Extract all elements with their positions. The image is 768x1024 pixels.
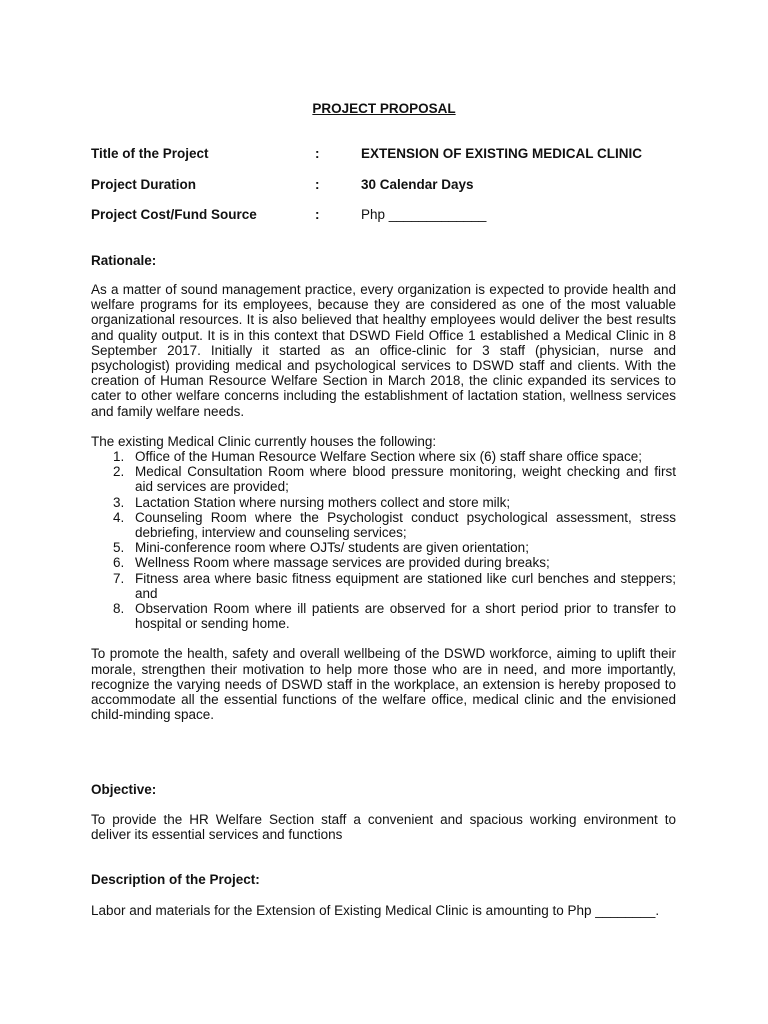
list-item <box>91 555 676 570</box>
list-item <box>91 540 676 555</box>
description-heading: Description of the Project: <box>91 872 260 887</box>
info-row-duration <box>91 177 691 208</box>
info-value: EXTENSION OF EXISTING MEDICAL CLINIC <box>361 146 643 161</box>
info-colon: : <box>315 176 320 192</box>
list-number: 4. <box>113 509 125 525</box>
list-number: 5. <box>113 540 125 556</box>
list-item-text: Mini-conference room where OJTs/ students are given orientation; <box>135 540 529 556</box>
description-section <box>91 903 676 918</box>
list-item <box>91 449 676 464</box>
list-item <box>91 571 676 601</box>
list-number: 7. <box>113 570 125 586</box>
list-item-text: Lactation Station where nursing mothers collect and store milk; <box>135 494 511 510</box>
info-label: Project Duration <box>91 176 197 192</box>
facility-list <box>91 449 676 631</box>
info-label: Title of the Project <box>91 146 209 161</box>
info-colon: : <box>315 207 320 222</box>
info-colon: : <box>315 146 320 161</box>
list-item-text: Counseling Room where the Psychologist conduct psychological assessment, stress debriefing, interview and counseling services; <box>135 509 676 541</box>
list-number: 3. <box>113 494 125 510</box>
info-row-cost <box>91 207 691 238</box>
rationale-heading: Rationale: <box>91 253 157 268</box>
list-item-text: Wellness Room where massage services are provided during breaks; <box>135 555 550 571</box>
list-item-text: Fitness area where basic fitness equipment are stationed like curl benches and steppers; and <box>135 570 676 601</box>
list-item-text: Office of the Human Resource Welfare Section where six (6) staff share office space; <box>135 449 642 465</box>
list-item-text: Observation Room where ill patients are observed for a short period prior to transfer to hospital or sending home. <box>135 601 676 632</box>
rationale-section <box>91 282 676 722</box>
list-item <box>91 510 676 540</box>
rationale-paragraph: As a matter of sound management practice, every organization is expected to provide health and welfare programs for its employees, because they are considered as one of the most valuable organizational resources. It is also believed that healthy employees would deliver the best results and quality output. It is in this context that DSWD Field Office 1 established a Medical Clinic in 8 September 2017. Initially it started as an office-clinic for 3 staff (physician, nurse and psychologist) providing medical and psychological services to DSWD staff and clients. With the creation of Human Resource Welfare Section in March 2018, the clinic expanded its services to cater to other welfare concerns including the establishment of lactation station, wellness services and family welfare needs. <box>91 282 676 419</box>
info-label: Project Cost/Fund Source <box>91 207 257 222</box>
info-value: 30 Calendar Days <box>361 176 474 192</box>
rationale-closing-paragraph: To promote the health, safety and overall wellbeing of the DSWD workforce, aiming to uplift their morale, strengthen their motivation to help more those who are in need, and more importantly, recognize the varying needs of DSWD staff in the workplace, an extension is hereby proposed to accommodate all the essential functions of the welfare office, medical clinic and the envisioned child-minding space. <box>91 646 676 723</box>
list-item-text: Medical Consultation Room where blood pressure monitoring, weight checking and first aid services are provided; <box>135 464 676 495</box>
description-text: Labor and materials for the Extension of Existing Medical Clinic is amounting to Php ________. <box>91 903 660 918</box>
list-number: 6. <box>113 555 125 571</box>
list-number: 1. <box>113 449 125 465</box>
info-value: Php _____________ <box>361 207 487 222</box>
list-item <box>91 601 676 631</box>
info-row-title <box>91 146 691 177</box>
list-item <box>91 495 676 510</box>
objective-heading: Objective: <box>91 782 157 797</box>
list-number: 2. <box>113 464 125 480</box>
objective-section <box>91 812 676 842</box>
list-item <box>91 464 676 494</box>
list-intro: The existing Medical Clinic currently houses the following: <box>91 433 437 449</box>
list-number: 8. <box>113 601 125 617</box>
document-title: PROJECT PROPOSAL <box>312 101 456 116</box>
objective-text: To provide the HR Welfare Section staff a convenient and spacious working environment to deliver its essential services and functions <box>91 812 676 843</box>
project-info-table <box>91 146 691 238</box>
